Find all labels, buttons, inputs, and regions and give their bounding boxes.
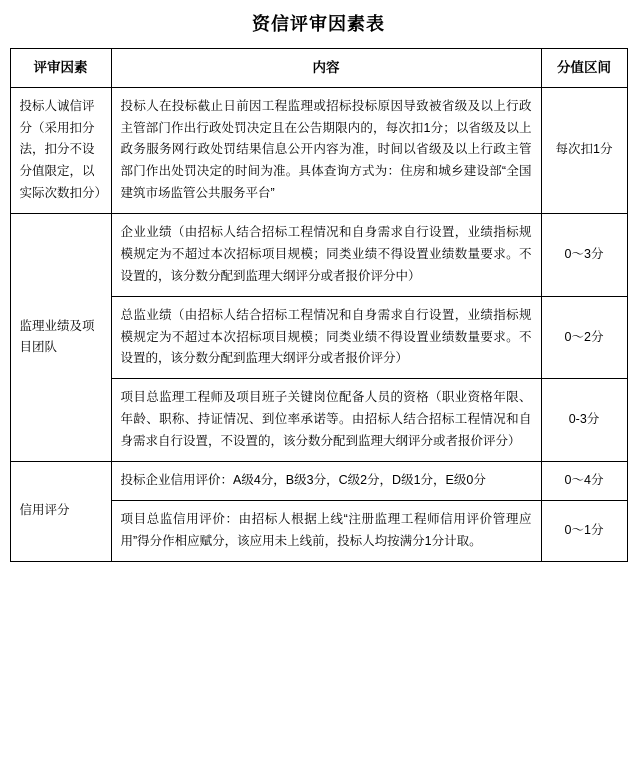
content-cell: 项目总监信用评价：由招标人根据上线“注册监理工程师信用评价管理应用”得分作相应赋分，该应用未上线前，投标人均按满分1分计取。 <box>111 500 541 561</box>
column-header-score: 分值区间 <box>541 49 627 88</box>
content-cell: 项目总监理工程师及项目班子关键岗位配备人员的资格（职业资格年限、年龄、职称、持证情况、到位率承诺等。由招标人结合招标工程情况和自身需求自行设置，不设置的，该分数分配到监理大纲评分或者报价评分） <box>111 379 541 462</box>
factor-cell-performance-team: 监理业绩及项目团队 <box>10 214 111 462</box>
content-cell: 企业业绩（由招标人结合招标工程情况和自身需求自行设置，业绩指标规模规定为不超过本次招标项目规模；同类业绩不得设置业绩数量要求。不设置的，该分数分配到监理大纲评分或者报价评分中） <box>111 214 541 297</box>
page-title: 资信评审因素表 <box>252 14 385 34</box>
table-header-row <box>10 49 627 88</box>
table-row <box>10 214 627 297</box>
table-row <box>10 461 627 500</box>
content-cell: 总监业绩（由招标人结合招标工程情况和自身需求自行设置，业绩指标规模规定为不超过本次招标项目规模；同类业绩不得设置业绩数量要求。不设置的，该分数分配到监理大纲评分或者报价评分） <box>111 296 541 379</box>
score-cell: 0～1分 <box>541 500 627 561</box>
resit-evaluation-table <box>10 48 628 562</box>
score-cell: 0～4分 <box>541 461 627 500</box>
factor-cell-credit: 信用评分 <box>10 461 111 561</box>
column-header-factor: 评审因素 <box>10 49 111 88</box>
score-cell: 每次扣1分 <box>541 87 627 213</box>
content-cell: 投标企业信用评价：A级4分，B级3分，C级2分，D级1分，E级0分 <box>111 461 541 500</box>
factor-cell-integrity: 投标人诚信评分（采用扣分法，扣分不设分值限定，以实际次数扣分） <box>10 87 111 213</box>
table-row <box>10 87 627 213</box>
score-cell: 0-3分 <box>541 379 627 462</box>
column-header-content: 内容 <box>111 49 541 88</box>
content-cell: 投标人在投标截止日前因工程监理或招标投标原因导致被省级及以上行政主管部门作出行政处罚决定且在公告期限内的，每次扣1分；以省级及以上政务服务网行政处罚结果信息公开内容为准，时间以省级及以上行政主管部门作出处罚决定的时间为准。具体查询方式为：住房和城乡建设部“全国建筑市场监管公共服务平台” <box>111 87 541 213</box>
score-cell: 0～3分 <box>541 214 627 297</box>
score-cell: 0～2分 <box>541 296 627 379</box>
